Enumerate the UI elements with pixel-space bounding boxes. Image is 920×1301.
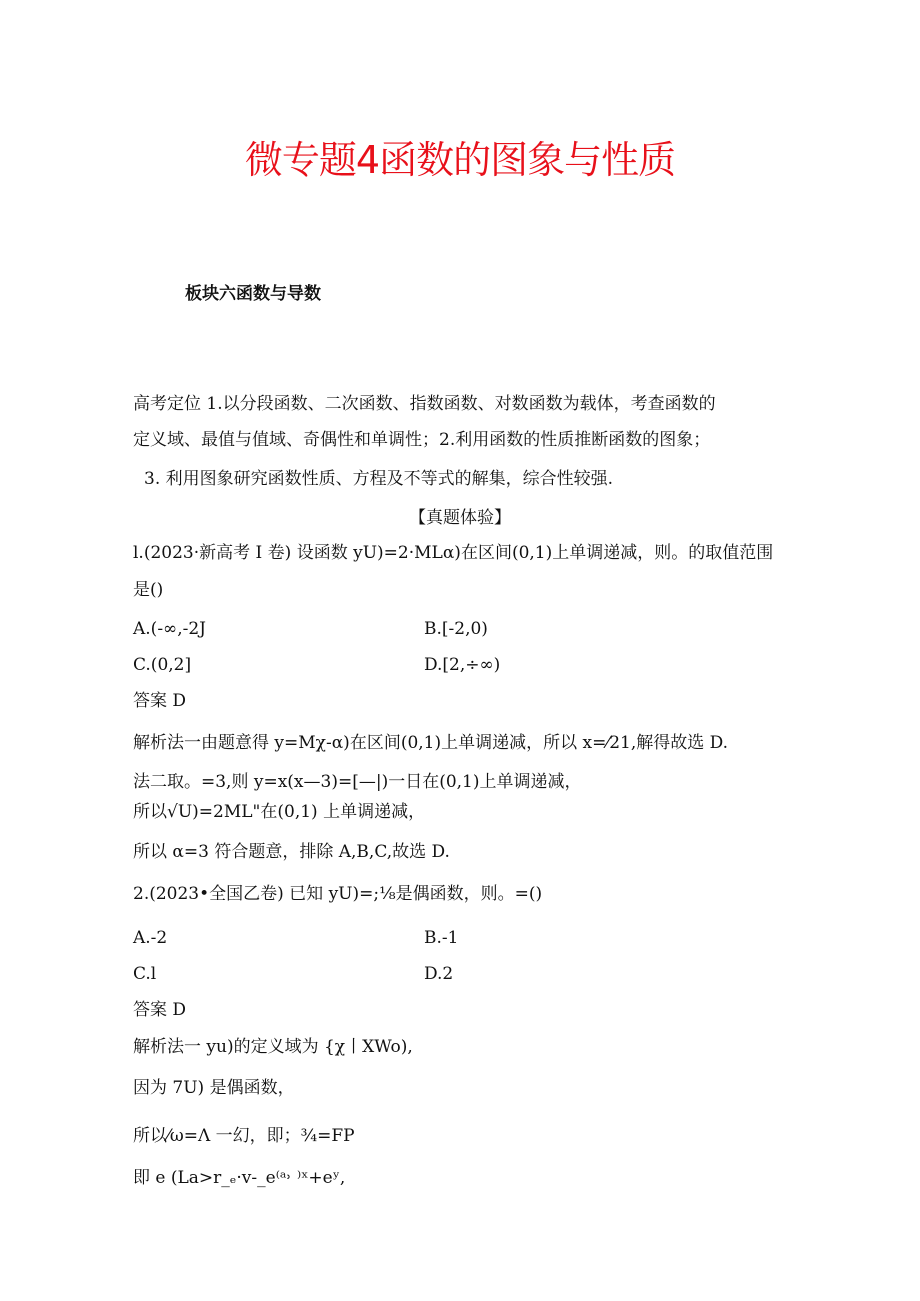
q1-option-c: C.(0,2] xyxy=(133,655,192,675)
q1-answer: 答案 D xyxy=(133,691,187,711)
q2-stem: 2.(2023•全国乙卷) 已知 yU)=;⅛是偶函数，则。=() xyxy=(133,884,543,904)
q2-option-b: B.-1 xyxy=(424,928,459,948)
q1-solution-line-3: 所以√U)=2ML"在(0,1) 上单调递减， xyxy=(133,802,426,822)
q1-solution-line-1: 解析法一由题意得 y=Mχ-α)在区间(0,1)上单调递减，所以 x=⁄21,解得故选 D. xyxy=(133,733,729,753)
positioning-line-2: 定义域、最值与值域、奇偶性和单调性；2.利用函数的性质推断函数的图象； xyxy=(133,430,711,450)
q1-option-d: D.[2,÷∞) xyxy=(424,655,501,675)
q2-solution-line-1: 解析法一 yu)的定义域为 {χ丨XWo), xyxy=(133,1037,413,1057)
q2-answer: 答案 D xyxy=(133,1000,187,1020)
page-title: 微专题4函数的图象与性质 xyxy=(244,138,676,182)
q1-stem-line-1: l.(2023·新高考 I 卷) 设函数 yU)=2·MLα)在区间(0,1)上单调递减，则。的取值范围 xyxy=(133,543,774,563)
section-heading: 【真题体验】 xyxy=(409,508,511,528)
q1-stem-line-2: 是() xyxy=(133,580,164,600)
q1-solution-line-4: 所以 α=3 符合题意，排除 A,B,C,故选 D. xyxy=(133,842,450,862)
section-subtitle: 板块六函数与导数 xyxy=(185,284,321,304)
q2-option-a: A.-2 xyxy=(133,928,168,948)
q2-solution-line-2: 因为 7U) 是偶函数， xyxy=(133,1078,295,1098)
positioning-line-3: 3. 利用图象研究函数性质、方程及不等式的解集，综合性较强. xyxy=(144,469,614,489)
q1-option-a: A.(-∞,-2J xyxy=(133,619,206,639)
q1-solution-line-2: 法二取。=3,则 y=x(x—3)=[—|)一日在(0,1)上单调递减， xyxy=(133,772,582,792)
q1-option-b: B.[-2,0) xyxy=(424,619,488,639)
q2-option-c: C.l xyxy=(133,964,157,984)
q2-solution-line-3: 所以⁄ω=Λ 一幻，即；¾=FP xyxy=(133,1126,355,1146)
q2-solution-line-4: 即 e (La>r_ₑ·v-_e⁽ᵃ˒ ⁾ˣ+eʸ, xyxy=(133,1168,346,1188)
positioning-line-1: 高考定位 1.以分段函数、二次函数、指数函数、对数函数为载体，考查函数的 xyxy=(133,394,716,414)
q2-option-d: D.2 xyxy=(424,964,454,984)
